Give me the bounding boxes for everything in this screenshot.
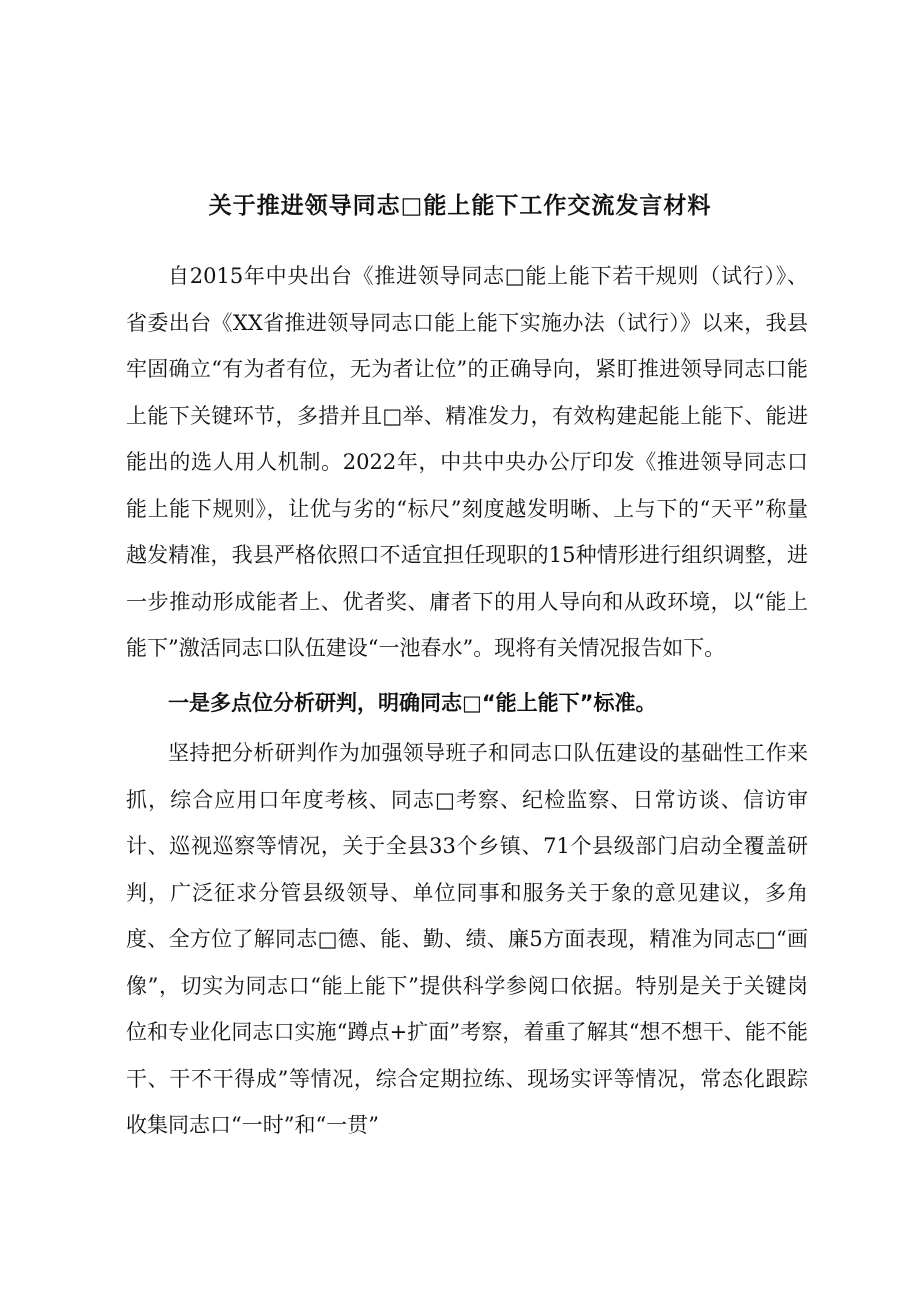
document-title: 关于推进领导同志□能上能下工作交流发言材料 <box>208 193 712 219</box>
section-1-paragraph: 坚持把分析研判作为加强领导班子和同志口队伍建设的基础性工作来抓，综合应用口年度考核、同志□考察、纪检监察、日常访谈、信访审计、巡视巡察等情况，关于全县33个乡镇、71个县级部门启动全覆盖研判，广泛征求分管县级领导、单位同事和服务关于象的意见建议，多角度、全方位了解同志□德、能、勤、绩、廉5方面表现，精准为同志□“画像”，切实为同志口“能上能下”提供科学参阅口依据。特别是关于关键岗位和专业化同志口实施“蹲点+扩面”考察，着重了解其“想不想干、能不能干、干不干得成”等情况，综合定期拉练、现场实评等情况，常态化跟踪收集同志口“一时”和“一贯” <box>126 741 808 1137</box>
section-heading-1: 一是多点位分析研判，明确同志□“能上能下”标准。 <box>168 691 657 715</box>
intro-paragraph: 自2015年中央出台《推进领导同志□能上能下若干规则（试行）》、省委出台《XX省推进领导同志口能上能下实施办法（试行）》以来，我县牢固确立“有为者有位，无为者让位”的正确导向，紧盯推进领导同志口能上能下关键环节，多措并且□举、精准发力，有效构建起能上能下、能进能出的选人用人机制。2022年，中共中央办公厅印发《推进领导同志口能上能下规则》，让优与劣的“标尺”刻度越发明晰、上与下的“天平”称量越发精准，我县严格依照口不适宜担任现职的15种情形进行组织调整，进一步推动形成能者上、优者奖、庸者下的用人导向和从政环境，以“能上能下”激活同志口队伍建设“一池春水”。现将有关情况报告如下。 <box>126 264 808 660</box>
